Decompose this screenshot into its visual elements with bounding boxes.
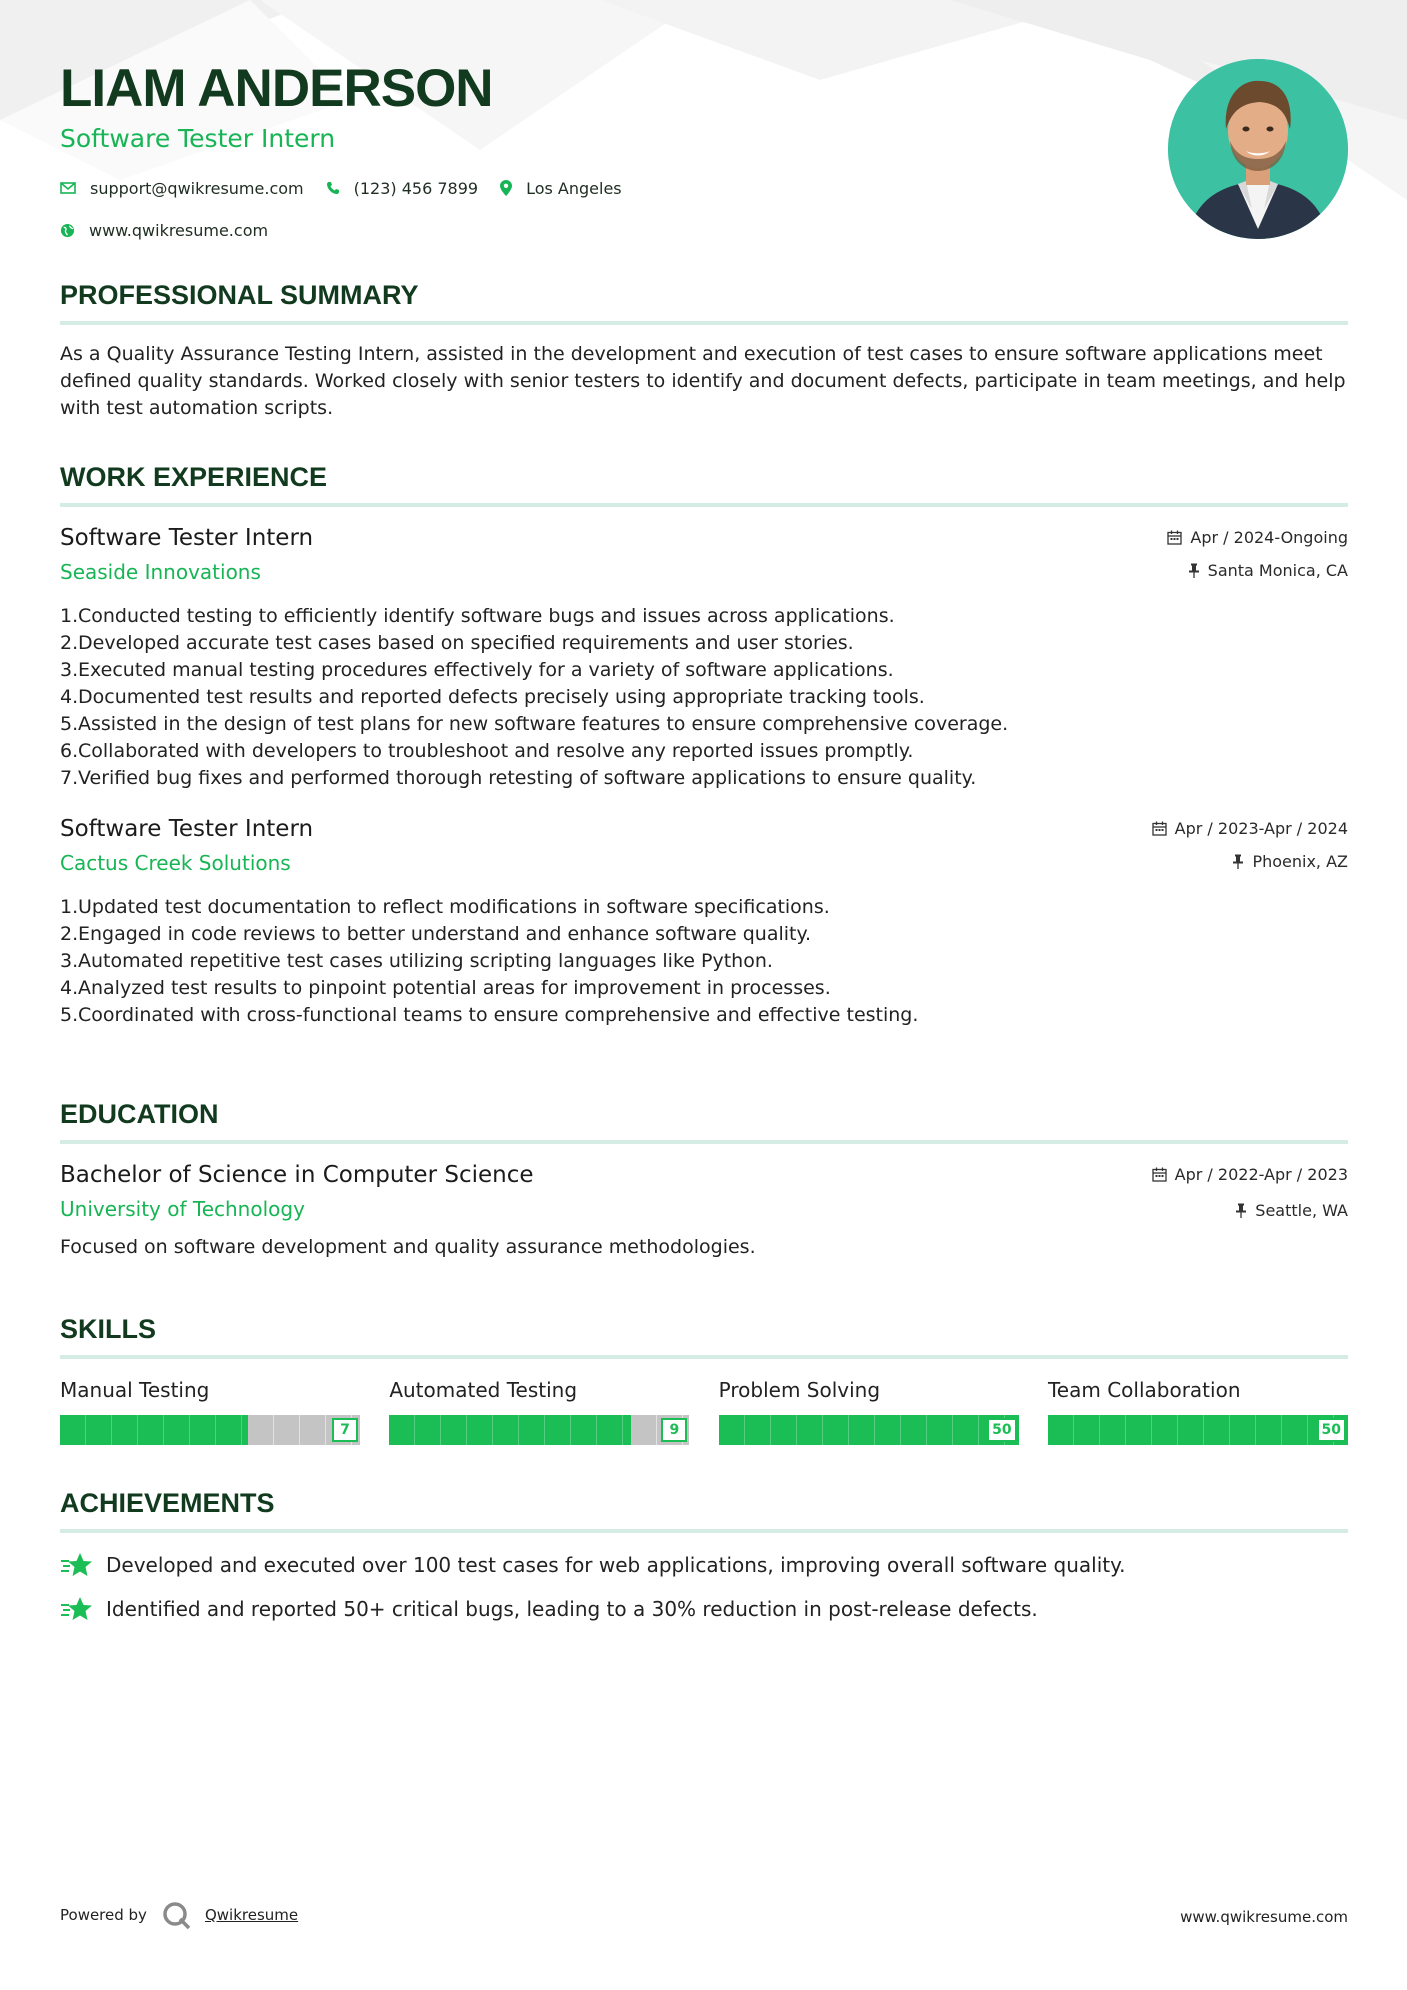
skill-bar xyxy=(1048,1415,1348,1445)
list-item: 2. Developed accurate test cases based on specified requirements and user stories. xyxy=(60,630,1348,657)
education-heading: EDUCATION xyxy=(60,1099,219,1129)
envelope-icon xyxy=(60,182,76,194)
job-bullets xyxy=(60,894,1348,1029)
skill-item xyxy=(1048,1377,1348,1445)
education-section xyxy=(60,1097,1348,1261)
job-bullets xyxy=(60,603,1348,792)
skill-bar-fill xyxy=(1048,1415,1348,1445)
contact-phone[interactable] xyxy=(326,179,478,198)
education-description: Focused on software development and quality assurance methodologies. xyxy=(60,1236,756,1258)
skills-list xyxy=(60,1377,1348,1445)
location-text: Los Angeles xyxy=(526,178,622,198)
qwikresume-logo-icon xyxy=(161,1900,193,1930)
job-title: Software Tester Intern xyxy=(60,525,314,551)
phone-icon xyxy=(326,181,340,195)
list-item: 7. Verified bug fixes and performed thorough retesting of software applications to ensure quality. xyxy=(60,765,1348,792)
education-meta xyxy=(1152,1164,1348,1220)
degree-title: Bachelor of Science in Computer Science xyxy=(60,1162,534,1188)
qwikresume-link[interactable]: Qwikresume xyxy=(204,1906,299,1924)
list-item xyxy=(60,1595,1348,1623)
bullet-text: Updated test documentation to reflect modifications in software specifications. xyxy=(78,896,830,918)
bullet-text: Assisted in the design of test plans for new software features to ensure comprehensive coverage. xyxy=(78,713,1009,735)
section-divider xyxy=(60,1140,1348,1144)
section-divider xyxy=(60,321,1348,325)
achievements-heading: ACHIEVEMENTS xyxy=(60,1488,275,1518)
contact-website[interactable] xyxy=(60,221,268,240)
job-company: Cactus Creek Solutions xyxy=(60,851,291,875)
skill-name: Problem Solving xyxy=(718,1378,881,1402)
contact-email[interactable] xyxy=(60,179,304,198)
pushpin-icon xyxy=(1235,1203,1247,1218)
job-title: Software Tester Intern xyxy=(60,816,314,842)
skill-level-badge: 50 xyxy=(987,1418,1016,1442)
section-divider xyxy=(60,1529,1348,1533)
section-divider xyxy=(60,1355,1348,1359)
skill-bar xyxy=(60,1415,360,1445)
job-dates-text: Apr / 2023-Apr / 2024 xyxy=(1174,818,1348,838)
skill-bar-fill xyxy=(719,1415,1019,1445)
job-header xyxy=(60,523,1348,595)
achievement-text: Identified and reported 50+ critical bugs, leading to a 30% reduction in post-release defects. xyxy=(106,1597,1038,1621)
skill-level-badge: 9 xyxy=(661,1418,687,1442)
job-meta xyxy=(1152,818,1348,871)
skill-name: Team Collaboration xyxy=(1047,1378,1241,1402)
education-location xyxy=(1152,1200,1348,1220)
skill-level-badge: 50 xyxy=(1317,1418,1346,1442)
calendar-icon xyxy=(1152,821,1167,836)
skill-bar-fill xyxy=(389,1415,631,1445)
education-entry xyxy=(60,1160,1348,1261)
job-entry xyxy=(60,523,1348,792)
bullet-text: Developed accurate test cases based on specified requirements and user stories. xyxy=(78,632,854,654)
list-item: 3. Executed manual testing procedures effectively for a variety of software applications. xyxy=(60,657,1348,684)
job-entry xyxy=(60,814,1348,1029)
list-item xyxy=(60,1551,1348,1579)
resume-header xyxy=(60,58,1160,240)
skill-item xyxy=(389,1377,689,1445)
bullet-text: Automated repetitive test cases utilizing scripting languages like Python. xyxy=(78,950,773,972)
profile-photo xyxy=(1168,59,1348,239)
website-text: www.qwikresume.com xyxy=(89,220,269,240)
phone-text: (123) 456 7899 xyxy=(353,178,479,198)
footer-website[interactable]: www.qwikresume.com xyxy=(1180,1908,1348,1926)
calendar-icon xyxy=(1152,1167,1167,1182)
experience-section xyxy=(60,460,1348,1029)
education-dates xyxy=(1152,1164,1348,1184)
list-item: 5. Assisted in the design of test plans for new software features to ensure comprehensive coverage. xyxy=(60,711,1348,738)
candidate-name: LIAM ANDERSON xyxy=(60,59,493,118)
bullet-text: Verified bug fixes and performed thorough retesting of software applications to ensure quality. xyxy=(78,767,977,789)
bullet-text: Engaged in code reviews to better understand and enhance software quality. xyxy=(78,923,812,945)
bullet-text: Coordinated with cross-functional teams to ensure comprehensive and effective testing. xyxy=(78,1004,919,1026)
pushpin-icon xyxy=(1232,854,1244,869)
job-header xyxy=(60,814,1348,886)
pushpin-icon xyxy=(1188,563,1200,578)
job-location xyxy=(1152,851,1348,871)
education-dates-text: Apr / 2022-Apr / 2023 xyxy=(1174,1164,1348,1184)
candidate-role: Software Tester Intern xyxy=(60,124,336,153)
globe-icon xyxy=(60,223,75,238)
list-item: 5. Coordinated with cross-functional teams to ensure comprehensive and effective testing. xyxy=(60,1002,1348,1029)
list-item: 1. Conducted testing to efficiently identify software bugs and issues across applications. xyxy=(60,603,1348,630)
job-meta xyxy=(1167,527,1348,580)
skill-name: Manual Testing xyxy=(60,1378,210,1402)
skills-section xyxy=(60,1312,1348,1445)
map-pin-icon xyxy=(500,180,512,196)
list-item: 4. Documented test results and reported defects precisely using appropriate tracking tools. xyxy=(60,684,1348,711)
bullet-text: Documented test results and reported defects precisely using appropriate tracking tools. xyxy=(78,686,925,708)
skill-bar xyxy=(719,1415,1019,1445)
list-item: 2. Engaged in code reviews to better understand and enhance software quality. xyxy=(60,921,1348,948)
job-location xyxy=(1167,560,1348,580)
section-divider xyxy=(60,503,1348,507)
star-award-icon xyxy=(60,1551,94,1579)
bullet-text: Collaborated with developers to troubleshoot and resolve any reported issues promptly. xyxy=(78,740,914,762)
school-name: University of Technology xyxy=(60,1197,305,1221)
skill-item xyxy=(719,1377,1019,1445)
list-item: 4. Analyzed test results to pinpoint potential areas for improvement in processes. xyxy=(60,975,1348,1002)
summary-section xyxy=(60,278,1348,422)
skills-heading: SKILLS xyxy=(60,1314,157,1344)
contact-row-2 xyxy=(60,220,1160,240)
education-location-text: Seattle, WA xyxy=(1255,1200,1348,1220)
skill-item xyxy=(60,1377,360,1445)
list-item: 1. Updated test documentation to reflect modifications in software specifications. xyxy=(60,894,1348,921)
job-dates xyxy=(1167,527,1348,547)
skill-level-badge: 7 xyxy=(332,1418,358,1442)
job-company: Seaside Innovations xyxy=(60,560,261,584)
list-item: 3. Automated repetitive test cases utilizing scripting languages like Python. xyxy=(60,948,1348,975)
achievements-section xyxy=(60,1486,1348,1623)
experience-heading: WORK EXPERIENCE xyxy=(60,462,328,492)
job-location-text: Phoenix, AZ xyxy=(1252,851,1348,871)
job-dates-text: Apr / 2024-Ongoing xyxy=(1190,527,1348,547)
skill-name: Automated Testing xyxy=(389,1378,578,1402)
achievement-text: Developed and executed over 100 test cases for web applications, improving overall software quality. xyxy=(106,1553,1126,1577)
bullet-text: Executed manual testing procedures effectively for a variety of software applications. xyxy=(78,659,894,681)
job-location-text: Santa Monica, CA xyxy=(1207,560,1348,580)
powered-by-label: Powered by xyxy=(60,1906,147,1924)
contact-row xyxy=(60,178,1160,198)
contact-location xyxy=(500,179,622,198)
star-award-icon xyxy=(60,1595,94,1623)
bullet-text: Analyzed test results to pinpoint potential areas for improvement in processes. xyxy=(78,977,831,999)
summary-text: As a Quality Assurance Testing Intern, assisted in the development and execution of test cases to ensure software applications meet defined quality standards. Worked closely with senior testers to identify and document defects, participate in team meetings, and help with test automation scripts. xyxy=(60,343,1346,419)
education-header xyxy=(60,1160,1348,1232)
page-footer xyxy=(60,1898,1348,1932)
skill-bar-fill xyxy=(60,1415,248,1445)
skill-bar xyxy=(389,1415,689,1445)
calendar-icon xyxy=(1167,530,1182,545)
achievements-list xyxy=(60,1551,1348,1623)
job-dates xyxy=(1152,818,1348,838)
bullet-text: Conducted testing to efficiently identify software bugs and issues across applications. xyxy=(78,605,895,627)
email-text: support@qwikresume.com xyxy=(90,178,304,198)
list-item: 6. Collaborated with developers to troubleshoot and resolve any reported issues promptly. xyxy=(60,738,1348,765)
summary-heading: PROFESSIONAL SUMMARY xyxy=(60,280,419,310)
portrait-image xyxy=(1168,59,1348,239)
